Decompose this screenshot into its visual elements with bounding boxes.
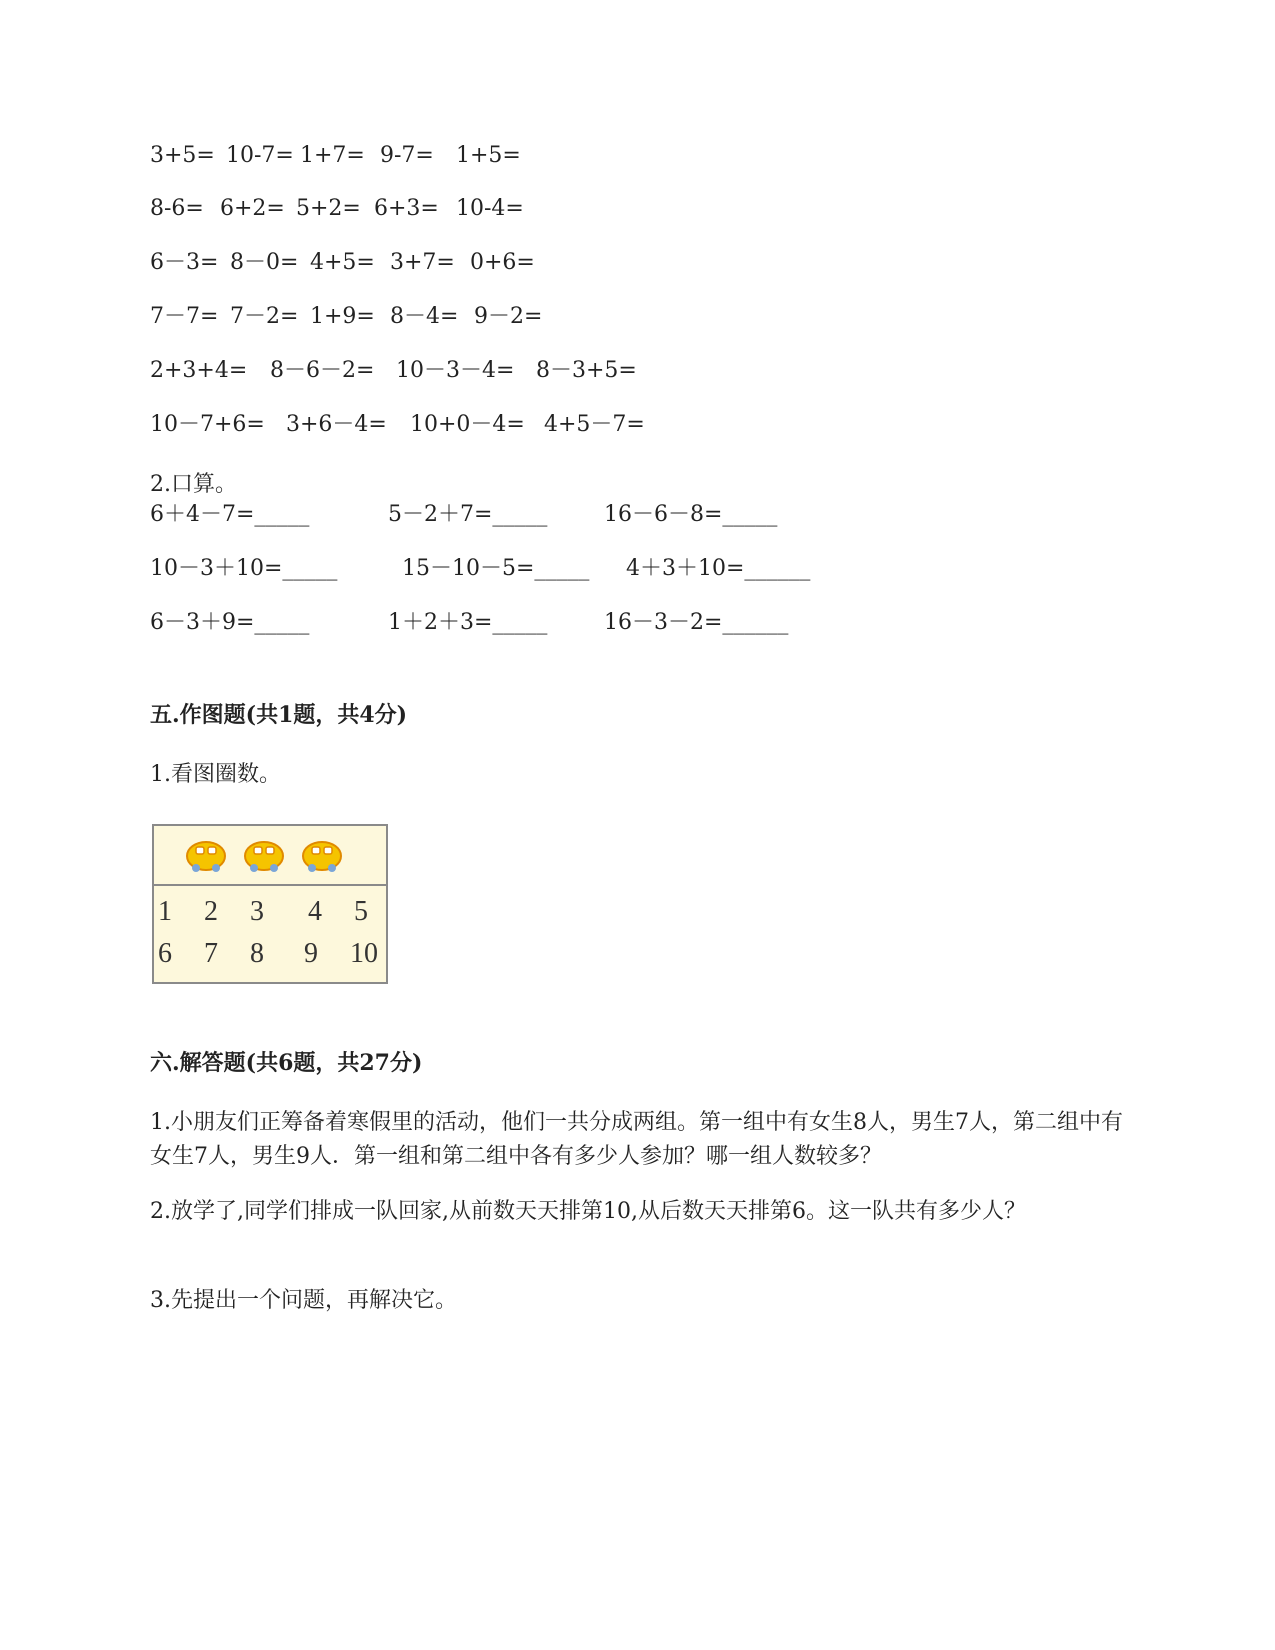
math-item: 16－6－8=_____ — [604, 502, 778, 527]
arith-item: 4+5－7= — [544, 412, 645, 437]
arith-item: 8－4= — [390, 304, 459, 329]
figure-number: 9 — [304, 938, 318, 969]
arith-item: 9－2= — [474, 304, 543, 329]
toy-car-icon — [242, 838, 286, 874]
arith-item: 9-7= — [380, 143, 434, 168]
figure-number: 7 — [204, 938, 218, 969]
figure-number: 3 — [250, 896, 264, 927]
figure-number: 4 — [308, 896, 322, 927]
arith-item: 3+7= — [390, 250, 455, 275]
arith-item: 3+5= — [150, 143, 215, 168]
arith-item: 3+6－4= — [286, 412, 387, 437]
math-item: 10－3＋10=_____ — [150, 556, 338, 581]
arith-item: 10－3－4= — [396, 358, 515, 383]
arith-item: 8－3+5= — [536, 358, 637, 383]
question-text: 1.看图圈数。 — [150, 762, 281, 787]
arith-item: 1+5= — [456, 143, 521, 168]
arith-item: 2+3+4= — [150, 358, 248, 383]
arith-item: 1+9= — [310, 304, 375, 329]
question-text: 1.小朋友们正筹备着寒假里的活动，他们一共分成两组。第一组中有女生8人，男生7人，第二组中有女生7人，男生9人．第一组和第二组中各有多少人参加？哪一组人数较多？ — [150, 1110, 1123, 1169]
figure-number: 2 — [204, 896, 218, 927]
arith-item: 6－3= — [150, 250, 219, 275]
arith-item: 8-6= — [150, 196, 204, 221]
toy-car-icon — [184, 838, 228, 874]
arith-item: 1+7= — [300, 143, 365, 168]
question-text: 3.先提出一个问题，再解决它。 — [150, 1288, 457, 1313]
car-row — [154, 826, 386, 886]
math-item: 4＋3＋10=______ — [626, 556, 811, 581]
arith-item: 5+2= — [296, 196, 361, 221]
figure-number: 6 — [158, 938, 172, 969]
arith-item: 10+0－4= — [410, 412, 525, 437]
arith-item: 0+6= — [470, 250, 535, 275]
arith-item: 6+3= — [374, 196, 439, 221]
math-item: 16－3－2=______ — [604, 610, 789, 635]
section-heading: 五.作图题(共1题，共4分) — [150, 702, 408, 728]
arith-item: 8－0= — [230, 250, 299, 275]
arith-item: 6+2= — [220, 196, 285, 221]
math-item: 5－2＋7=_____ — [388, 502, 548, 527]
math-item: 15－10－5=_____ — [402, 556, 590, 581]
section-heading: 六.解答题(共6题，共27分) — [150, 1050, 423, 1076]
toy-car-icon — [300, 838, 344, 874]
arith-item: 10－7+6= — [150, 412, 265, 437]
arith-item: 8－6－2= — [270, 358, 375, 383]
math-item: 1＋2＋3=_____ — [388, 610, 548, 635]
question-title: 2.口算。 — [150, 472, 237, 497]
figure-number: 8 — [250, 938, 264, 969]
arith-item: 7－7= — [150, 304, 219, 329]
arith-item: 10-4= — [456, 196, 524, 221]
math-item: 6－3＋9=_____ — [150, 610, 310, 635]
arith-item: 10-7= — [226, 143, 294, 168]
question-text: 2.放学了,同学们排成一队回家,从前数天天排第10,从后数天天排第6。这一队共有多少人？ — [150, 1199, 1026, 1224]
figure-number: 5 — [354, 896, 368, 927]
circle-number-figure — [152, 824, 388, 984]
math-item: 6＋4－7=_____ — [150, 502, 310, 527]
arith-item: 4+5= — [310, 250, 375, 275]
figure-number: 1 — [158, 896, 172, 927]
figure-number: 10 — [350, 938, 378, 969]
arith-item: 7－2= — [230, 304, 299, 329]
